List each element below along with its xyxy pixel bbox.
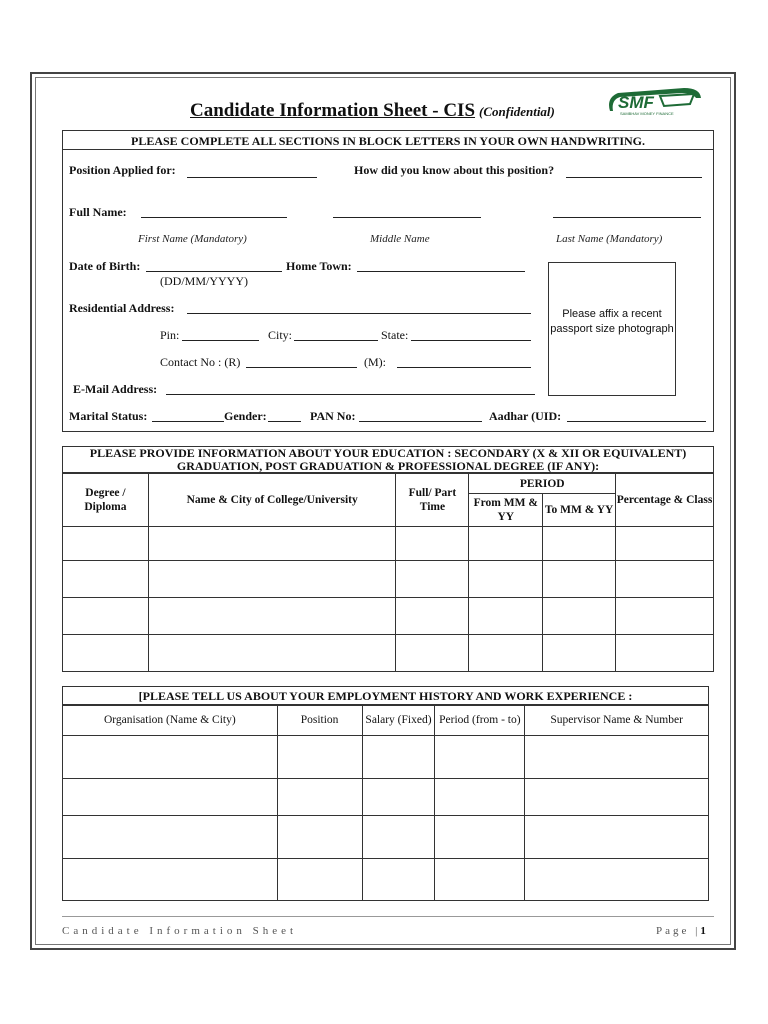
title-text: Candidate Information Sheet - CIS [190, 100, 476, 121]
city-field[interactable] [294, 340, 378, 341]
employment-cell[interactable] [277, 859, 362, 901]
education-row [63, 561, 714, 598]
education-cell[interactable] [543, 598, 616, 635]
education-cell[interactable] [616, 635, 714, 672]
first-name-field[interactable] [141, 217, 287, 218]
instruction-text: PLEASE COMPLETE ALL SECTIONS IN BLOCK LETTERS IN YOUR OWN HANDWRITING. [131, 134, 645, 148]
last-name-field[interactable] [553, 217, 701, 218]
education-cell[interactable] [469, 598, 543, 635]
middle-name-field[interactable] [333, 217, 481, 218]
employment-cell[interactable] [362, 816, 435, 859]
col-org: Organisation (Name & City) [63, 706, 278, 736]
employment-header: [PLEASE TELL US ABOUT YOUR EMPLOYMENT HISTORY AND WORK EXPERIENCE : [138, 689, 633, 703]
education-cell[interactable] [148, 527, 396, 561]
state-field[interactable] [411, 340, 531, 341]
employment-table [62, 705, 709, 901]
education-cell[interactable] [616, 561, 714, 598]
svg-text:SMF: SMF [618, 93, 654, 112]
confidential-label: (Confidential) [479, 104, 555, 119]
marital-field[interactable] [152, 421, 224, 422]
contact-field[interactable] [246, 367, 357, 368]
pan-field[interactable] [359, 421, 482, 422]
education-cell[interactable] [396, 561, 469, 598]
document-title [190, 100, 555, 122]
education-cell[interactable] [469, 635, 543, 672]
employment-cell[interactable] [277, 779, 362, 816]
education-cell[interactable] [469, 561, 543, 598]
city-label: City: [268, 328, 293, 342]
employment-cell[interactable] [277, 816, 362, 859]
company-logo [604, 84, 704, 118]
education-cell[interactable] [148, 561, 396, 598]
svg-text:SAMBHAV MONEY FINANCE: SAMBHAV MONEY FINANCE [620, 111, 674, 116]
pin-field[interactable] [182, 340, 259, 341]
employment-cell[interactable] [435, 859, 525, 901]
education-cell[interactable] [396, 635, 469, 672]
photo-box[interactable] [548, 262, 676, 396]
col-college: Name & City of College/University [148, 474, 396, 527]
employment-row [63, 816, 709, 859]
education-header-line2: GRADUATION, POST GRADUATION & PROFESSIONAL DEGREE (IF ANY): [176, 459, 600, 473]
education-cell[interactable] [63, 635, 149, 672]
col-position: Position [277, 706, 362, 736]
first-name-hint: First Name (Mandatory) [138, 233, 247, 245]
position-field[interactable] [187, 177, 317, 178]
col-salary: Salary (Fixed) [362, 706, 435, 736]
education-cell[interactable] [63, 527, 149, 561]
education-header [62, 447, 714, 473]
source-field[interactable] [566, 177, 702, 178]
gender-field[interactable] [268, 421, 301, 422]
address-label: Residential Address: [69, 301, 175, 315]
employment-cell[interactable] [435, 779, 525, 816]
dob-field[interactable] [146, 271, 282, 272]
education-cell[interactable] [543, 527, 616, 561]
gender-label: Gender: [224, 409, 267, 423]
education-cell[interactable] [543, 561, 616, 598]
education-row [63, 527, 714, 561]
education-cell[interactable] [63, 561, 149, 598]
mobile-field[interactable] [397, 367, 531, 368]
employment-cell[interactable] [63, 736, 278, 779]
employment-row [63, 779, 709, 816]
photo-instruction: Please affix a recent passport size photograph [550, 308, 674, 335]
page-number-value: 1 [700, 925, 709, 937]
source-label: How did you know about this position? [354, 163, 555, 177]
employment-cell[interactable] [362, 859, 435, 901]
email-label: E-Mail Address: [73, 382, 158, 396]
contact-label: Contact No : (R) [160, 355, 241, 369]
mobile-label: (M): [364, 355, 386, 369]
employment-cell[interactable] [525, 736, 709, 779]
col-supervisor: Supervisor Name & Number [525, 706, 709, 736]
employment-cell[interactable] [277, 736, 362, 779]
employment-cell[interactable] [525, 779, 709, 816]
footer-title: Candidate Information Sheet [62, 925, 298, 937]
marital-label: Marital Status: [69, 409, 148, 423]
aadhar-label: Aadhar (UID: [489, 409, 562, 423]
education-row [63, 598, 714, 635]
col-degree: Degree / Diploma [63, 474, 149, 527]
education-cell[interactable] [148, 635, 396, 672]
pan-label: PAN No: [310, 409, 356, 423]
last-name-hint: Last Name (Mandatory) [556, 233, 663, 245]
pin-label: Pin: [160, 328, 180, 342]
aadhar-field[interactable] [567, 421, 706, 422]
employment-cell[interactable] [362, 779, 435, 816]
employment-cell[interactable] [362, 736, 435, 779]
employment-cell[interactable] [63, 816, 278, 859]
education-row [63, 635, 714, 672]
education-cell[interactable] [63, 598, 149, 635]
education-cell[interactable] [616, 598, 714, 635]
employment-cell[interactable] [435, 816, 525, 859]
education-cell[interactable] [396, 527, 469, 561]
footer-rule [62, 916, 714, 917]
education-cell[interactable] [616, 527, 714, 561]
page-label: Page | [656, 925, 701, 937]
address-field[interactable] [187, 313, 531, 314]
employment-row [63, 859, 709, 901]
education-cell[interactable] [396, 598, 469, 635]
home-town-field[interactable] [357, 271, 525, 272]
col-type: Full/ Part Time [396, 474, 469, 527]
middle-name-hint: Middle Name [370, 233, 430, 245]
dob-hint: (DD/MM/YYYY) [160, 274, 248, 288]
email-field[interactable] [166, 394, 535, 395]
employment-row [63, 736, 709, 779]
col-from: From MM & YY [469, 494, 543, 527]
col-to: To MM & YY [543, 494, 616, 527]
education-cell[interactable] [148, 598, 396, 635]
employment-cell[interactable] [525, 859, 709, 901]
employment-cell[interactable] [63, 779, 278, 816]
education-header-line1: PLEASE PROVIDE INFORMATION ABOUT YOUR EDUCATION : SECONDARY (X & XII OR EQUIVALENT) [89, 446, 687, 460]
col-period: PERIOD [469, 474, 616, 494]
state-label: State: [381, 328, 409, 342]
education-cell[interactable] [469, 527, 543, 561]
dob-label: Date of Birth: [69, 259, 141, 273]
page-number [656, 925, 709, 937]
employment-cell[interactable] [435, 736, 525, 779]
full-name-label: Full Name: [69, 205, 127, 219]
col-percentage: Percentage & Class [616, 474, 714, 527]
education-table [62, 473, 714, 672]
employment-cell[interactable] [525, 816, 709, 859]
employment-cell[interactable] [63, 859, 278, 901]
col-emp-period: Period (from - to) [435, 706, 525, 736]
education-cell[interactable] [543, 635, 616, 672]
position-label: Position Applied for: [69, 163, 176, 177]
home-town-label: Home Town: [286, 259, 352, 273]
